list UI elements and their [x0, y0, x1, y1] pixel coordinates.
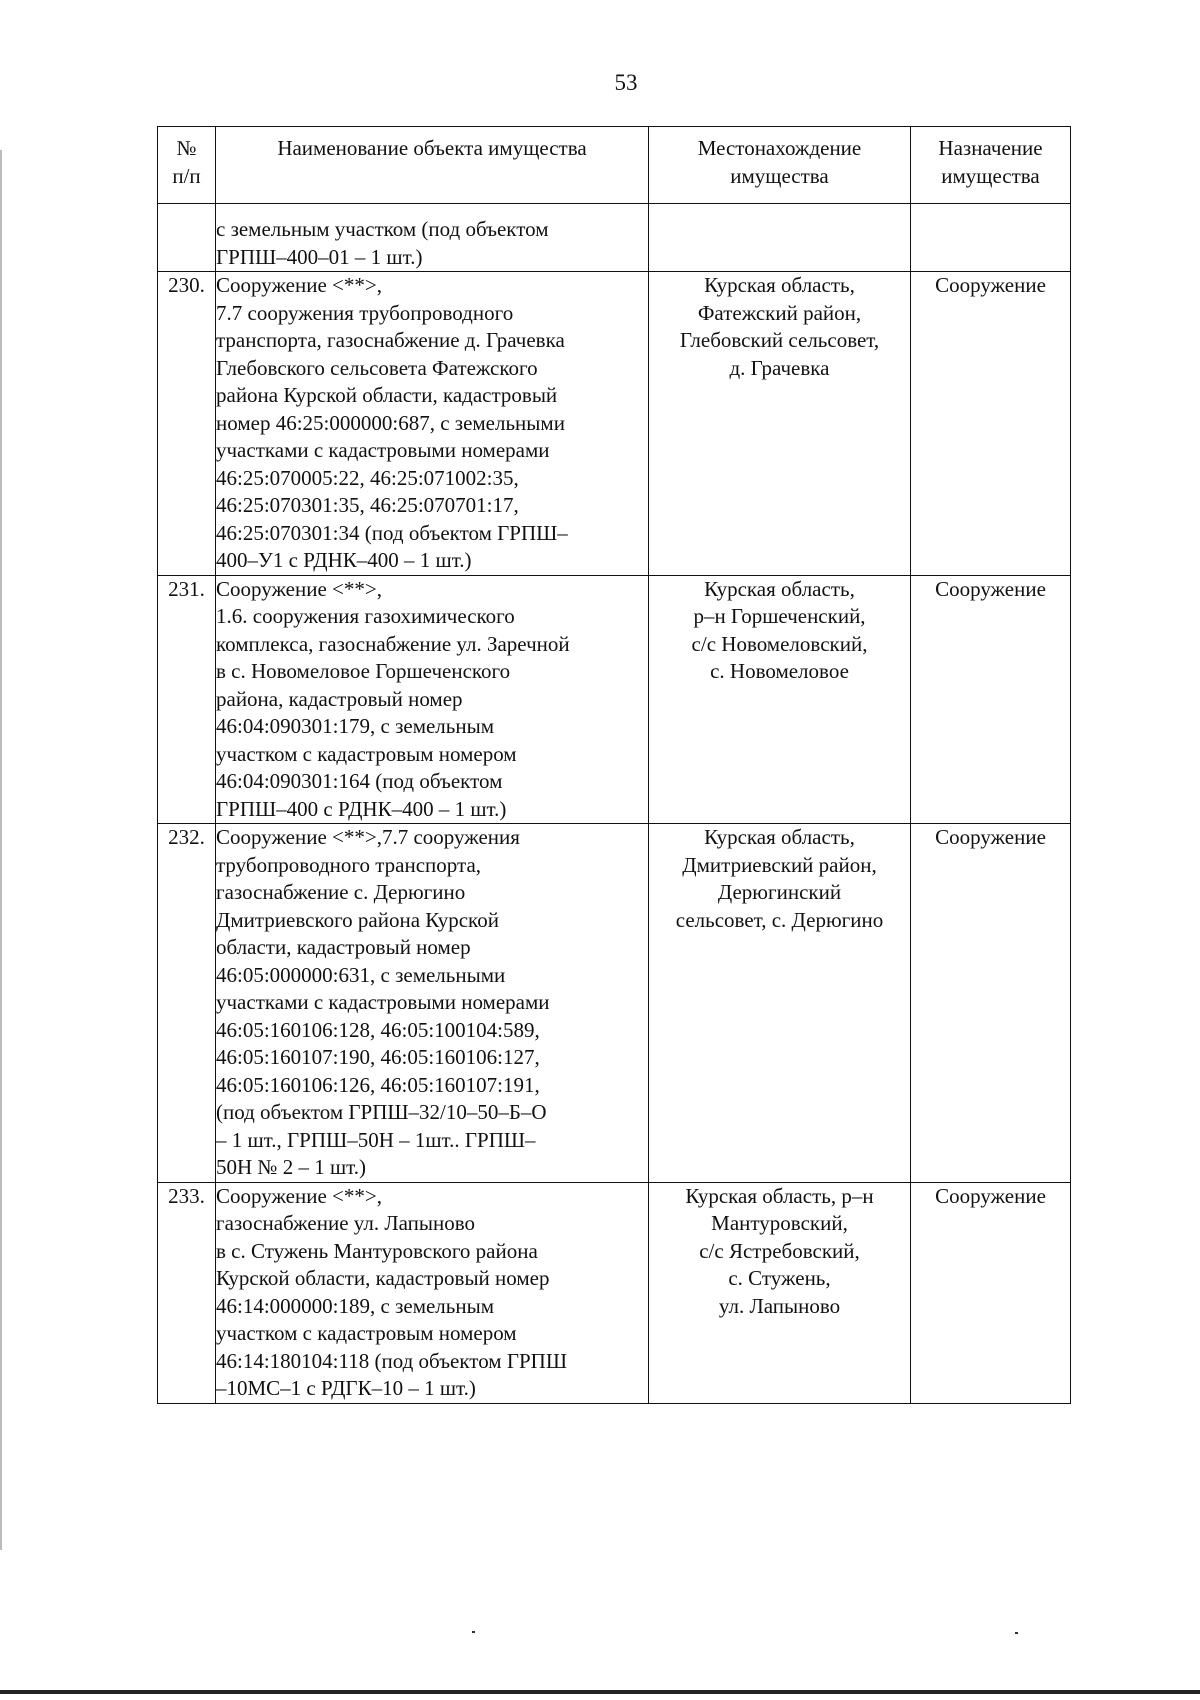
object-name: Сооружение <**>, газоснабжение ул. Лапыново в с. Стужень Мантуровского района Курской области, кадастровый номер 46:14:000000:189, с земельным участком с кадастровым номером 46:14:180104:118 (под объектом ГРПШ –10МС–1 с РДГК–10 – 1 шт.)	[216, 1182, 649, 1403]
scan-bottom-edge	[0, 1690, 1200, 1694]
object-location: Курская область, р–н Мантуровский, с/с Ястребовский, с. Стужень, ул. Лапыново	[649, 1182, 911, 1403]
page-number: 53	[614, 70, 638, 95]
table-row-continuation	[158, 204, 1071, 272]
header-object-name: Наименование объекта имущества	[216, 127, 649, 204]
row-number: 232.	[158, 824, 216, 1183]
object-location: Курская область, р–н Горшеченский, с/с Новомеловский, с. Новомеловое	[649, 575, 911, 824]
object-purpose	[911, 204, 1071, 272]
object-purpose: Сооружение	[911, 824, 1071, 1183]
table-header-row	[158, 127, 1071, 204]
object-name: с земельным участком (под объектом ГРПШ–400–01 – 1 шт.)	[216, 204, 649, 272]
row-number	[158, 204, 216, 272]
object-purpose: Сооружение	[911, 1182, 1071, 1403]
row-number: 231.	[158, 575, 216, 824]
scan-speck	[1015, 1632, 1018, 1634]
object-location: Курская область, Дмитриевский район, Дерюгинский сельсовет, с. Дерюгино	[649, 824, 911, 1183]
object-name: Сооружение <**>, 7.7 сооружения трубопроводного транспорта, газоснабжение д. Грачевка Глебовского сельсовета Фатежского района Курской области, кадастровый номер 46:25:000000:687, с земельными участками с кадастровыми номерами 46:25:070005:22, 46:25:071002:35, 46:25:070301:35, 46:25:070701:17, 46:25:070301:34 (под объектом ГРПШ– 400–У1 с РДНК–400 – 1 шт.)	[216, 272, 649, 576]
table-row	[158, 575, 1071, 824]
object-name: Сооружение <**>, 1.6. сооружения газохимического комплекса, газоснабжение ул. Заречной в с. Новомеловое Горшеченского района, кадастровый номер 46:04:090301:179, с земельным участком с кадастровым номером 46:04:090301:164 (под объектом ГРПШ–400 с РДНК–400 – 1 шт.)	[216, 575, 649, 824]
header-number: № п/п	[158, 127, 216, 204]
table-row	[158, 272, 1071, 576]
header-purpose: Назначение имущества	[911, 127, 1071, 204]
row-number: 230.	[158, 272, 216, 576]
object-location: Курская область, Фатежский район, Глебовский сельсовет, д. Грачевка	[649, 272, 911, 576]
scan-edge-mark	[0, 150, 6, 1550]
header-location: Местонахождение имущества	[649, 127, 911, 204]
row-number: 233.	[158, 1182, 216, 1403]
scan-speck	[472, 1631, 475, 1633]
table-row	[158, 824, 1071, 1183]
object-name: Сооружение <**>,7.7 сооружения трубопроводного транспорта, газоснабжение с. Дерюгино Дмитриевского района Курской области, кадастровый номер 46:05:000000:631, с земельными участками с кадастровыми номерами 46:05:160106:128, 46:05:100104:589, 46:05:160107:190, 46:05:160106:127, 46:05:160106:126, 46:05:160107:191, (под объектом ГРПШ–32/10–50–Б–О – 1 шт., ГРПШ–50Н – 1шт.. ГРПШ– 50Н № 2 – 1 шт.)	[216, 824, 649, 1183]
object-location	[649, 204, 911, 272]
object-purpose: Сооружение	[911, 575, 1071, 824]
property-registry-table	[157, 126, 1071, 1404]
object-purpose: Сооружение	[911, 272, 1071, 576]
table-row	[158, 1182, 1071, 1403]
